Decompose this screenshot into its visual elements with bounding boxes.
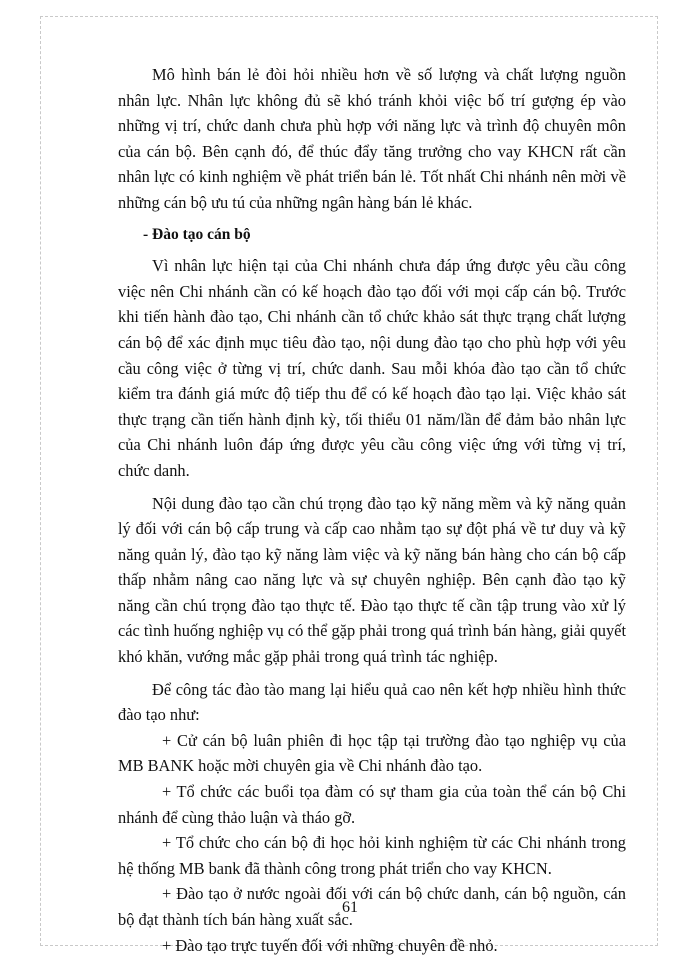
page-number: 61 (342, 899, 358, 916)
section-heading: - Đào tạo cán bộ (143, 225, 251, 243)
paragraph-4: Để công tác đào tào mang lại hiểu quả cao nên kết hợp nhiều hình thức đào tạo như: (118, 679, 626, 725)
bullet-item-2: + Tổ chức các buổi tọa đàm có sự tham gia của toàn thể cán bộ Chi nhánh để cùng thảo luận và tháo gỡ. (118, 782, 626, 827)
document-body (118, 62, 626, 958)
bullet-item-3: + Tổ chức cho cán bộ đi học hỏi kinh nghiệm từ các Chi nhánh trong hệ thống MB bank đã thành công trong phát triển cho vay KHCN. (118, 833, 626, 878)
paragraph-1: Mô hình bán lẻ đòi hỏi nhiều hơn về số lượng và chất lượng nguồn nhân lực. Nhân lực không đủ sẽ khó tránh khỏi việc bố trí gượng ép vào những vị trí, chức danh chưa phù hợp với năng lực và trình độ chuyên môn của cán bộ. Bên cạnh đó, để thúc đẩy tăng trưởng cho vay KHCN rất cần nhân lực có kinh nghiệm về phát triển bán lẻ. Tốt nhất Chi nhánh nên mời về những cán bộ ưu tú của những ngân hàng bán lẻ khác. (118, 65, 626, 212)
paragraph-3: Nội dung đào tạo cần chú trọng đào tạo kỹ năng mềm và kỹ năng quản lý đối với cán bộ cấp trung và cấp cao nhằm tạo sự đột phá về tư duy và kỹ năng quản lý, đào tạo kỹ năng làm việc và kỹ năng bán hàng cho cán bộ cấp thấp nhằm nâng cao năng lực và sự chuyên nghiệp. Bên cạnh đào tạo kỹ năng cần chú trọng đào tạo thực tế. Đào tạo thực tế cần tập trung vào xử lý các tình huống nghiệp vụ có thể gặp phải trong quá trình bán hàng, giải quyết khó khăn, vướng mắc gặp phải trong quá trình tác nghiệp. (118, 493, 626, 667)
bullet-item-4: + Đào tạo ở nước ngoài đối với cán bộ chức danh, cán bộ nguồn, cán bộ đạt thành tích bán hàng xuất sắc. (118, 884, 626, 929)
bullet-item-5: + Đào tạo trực tuyến đối với những chuyên đề nhỏ. (162, 935, 498, 955)
bullet-item-1: + Cử cán bộ luân phiên đi học tập tại trường đào tạo nghiệp vụ của MB BANK hoặc mời chuyên gia về Chi nhánh đào tạo. (118, 730, 626, 776)
paragraph-2: Vì nhân lực hiện tại của Chi nhánh chưa đáp ứng được yêu cầu công việc nên Chi nhánh cần có kế hoạch đào tạo đối với mọi cấp cán bộ. Trước khi tiến hành đào tạo, Chi nhánh cần tổ chức khảo sát thực trạng chất lượng cán bộ để xác định mục tiêu đào tạo, nội dung đào tạo cho phù hợp với yêu cầu công việc ở từng vị trí, chức danh. Sau mỗi khóa đào tạo cần tổ chức kiểm tra đánh giá mức độ tiếp thu để có kế hoạch đào tạo lại. Việc khảo sát thực trạng cần tiến hành định kỳ, tối thiểu 01 năm/lần để đảm bảo nhân lực của Chi nhánh luôn đáp ứng được yêu cầu công việc ứng với từng vị trí, chức danh. (118, 256, 626, 480)
